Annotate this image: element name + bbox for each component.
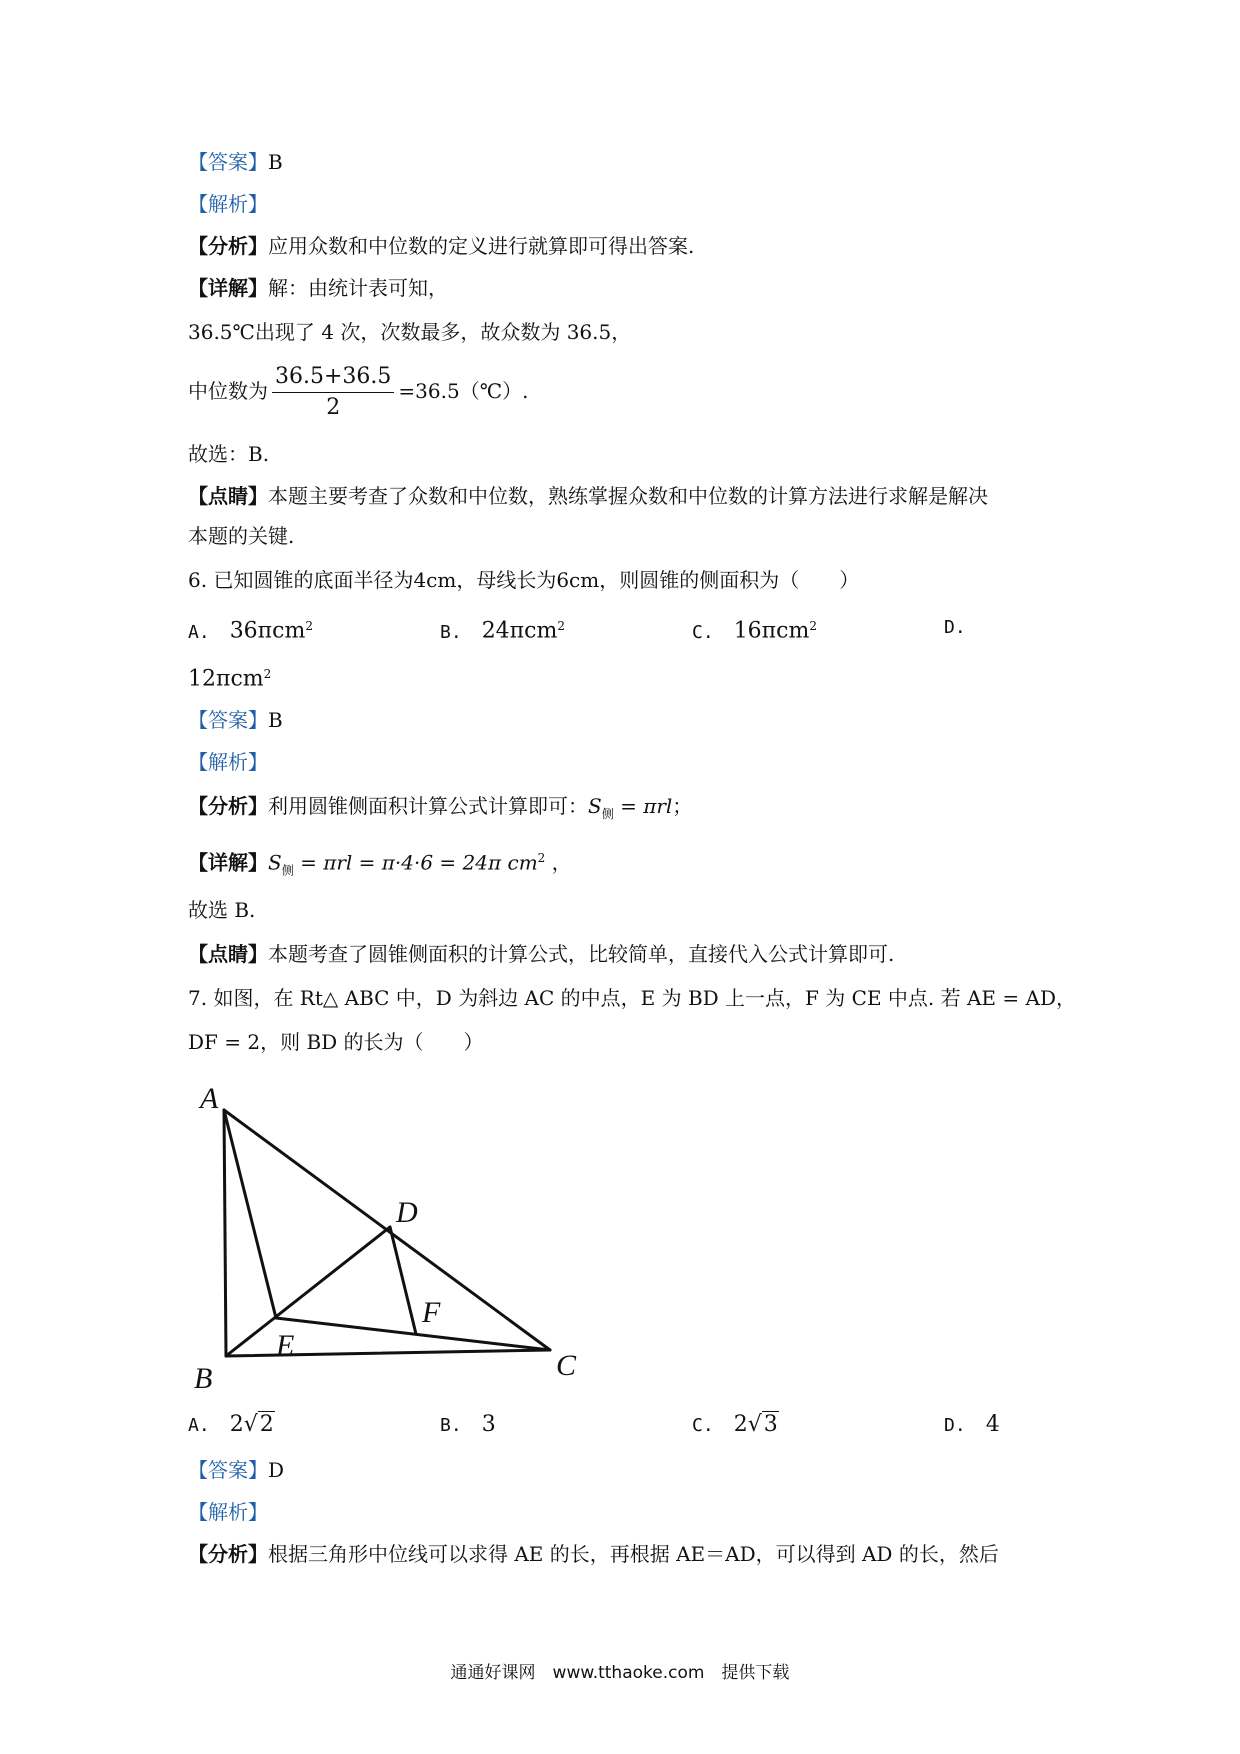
segment-ab	[224, 1110, 226, 1356]
fenxi-tag: 【分析】	[188, 234, 268, 258]
q5-xiangjie-text: 解：由统计表可知，	[268, 276, 448, 300]
segment-bd	[226, 1227, 390, 1356]
option-radicand: 2	[259, 1412, 274, 1437]
option-value: 16πcm	[733, 618, 810, 644]
q5-answer: B	[268, 150, 283, 174]
q6-option-c	[692, 612, 817, 647]
segment-bc	[226, 1350, 550, 1356]
option-sup: 2	[263, 667, 272, 681]
option-value: 36πcm	[229, 618, 306, 644]
q5-guxuan-text: 故选：B.	[188, 442, 270, 466]
formula-s: S	[268, 850, 282, 875]
q5-guxuan-line	[188, 440, 269, 468]
label-e: E	[276, 1329, 295, 1362]
fraction-denominator: 2	[326, 395, 341, 420]
option-letter: A.	[188, 1415, 210, 1436]
q7-stem-1	[188, 984, 1076, 1012]
q7-fenxi-text: 根据三角形中位线可以求得 AE 的长，再根据 AE＝AD，可以得到 AD 的长，然后	[268, 1542, 999, 1566]
option-sup: 2	[305, 619, 313, 633]
option-letter: D.	[944, 1415, 966, 1436]
formula-body: = πrl = π·4·6 = 24π	[293, 850, 508, 875]
sqrt-sign: √	[243, 1412, 258, 1437]
q5-fenxi-text: 应用众数和中位数的定义进行就算即可得出答案.	[268, 234, 695, 258]
option-letter: C.	[692, 1415, 714, 1436]
option-coef: 2	[229, 1412, 244, 1437]
q6-dianjing-text: 本题考查了圆锥侧面积的计算公式，比较简单，直接代入公式计算即可.	[268, 942, 895, 966]
option-radicand: 3	[763, 1412, 778, 1437]
label-c: C	[556, 1349, 577, 1382]
label-f: F	[422, 1296, 441, 1329]
option-letter: B.	[440, 1415, 462, 1436]
q6-dianjing-line	[188, 940, 894, 968]
q5-median-line	[188, 362, 528, 423]
q5-analysis-line	[188, 190, 268, 218]
option-letter: B.	[440, 621, 462, 643]
q6-answer: B	[268, 708, 283, 732]
q6-option-d-value	[188, 660, 271, 694]
fenxi-tag: 【分析】	[188, 794, 268, 818]
option-value: 12πcm	[188, 666, 264, 692]
q7-stem-text-1: 7. 如图，在 Rt△ ABC 中，D 为斜边 AC 的中点，E 为 BD 上一点，F 为 CE 中点. 若 AE = AD，	[188, 986, 1076, 1010]
median-fraction	[272, 362, 394, 423]
q7-answer: D	[268, 1458, 285, 1482]
q7-stem-text-2: DF = 2，则 BD 的长为（ ）	[188, 1030, 484, 1054]
q7-fenxi-line	[188, 1540, 999, 1568]
analysis-tag: 【解析】	[188, 750, 268, 774]
sqrt-sign: √	[747, 1412, 762, 1437]
option-letter: D.	[944, 617, 966, 638]
option-letter: A.	[188, 621, 210, 643]
q7-option-d	[944, 1410, 1000, 1440]
q5-mode-text: 36.5℃出现了 4 次，次数最多，故众数为 36.5，	[188, 320, 632, 344]
analysis-tag: 【解析】	[188, 1500, 268, 1524]
formula-end: ；	[672, 794, 693, 818]
option-value: 3	[481, 1412, 496, 1437]
formula-unit-sup: 2	[537, 851, 546, 865]
answer-tag: 【答案】	[188, 150, 268, 174]
q5-answer-line	[188, 148, 283, 176]
option-sup: 2	[557, 619, 565, 633]
q6-xiangjie-line	[188, 844, 572, 885]
q6-guxuan-line	[188, 896, 255, 924]
analysis-tag: 【解析】	[188, 192, 268, 216]
label-d: D	[396, 1196, 418, 1229]
formula-unit: cm	[507, 850, 538, 875]
option-sup: 2	[809, 619, 817, 633]
q5-dianjing-text-2: 本题的关键.	[188, 524, 295, 548]
q6-stem	[188, 566, 859, 594]
option-value: 4	[985, 1412, 1000, 1437]
q5-mode-line	[188, 318, 631, 346]
q5-fenxi-line	[188, 232, 694, 260]
formula-sub: 侧	[601, 807, 614, 821]
q7-option-c	[692, 1410, 779, 1440]
q5-dianjing-line	[188, 482, 988, 510]
q7-stem-2	[188, 1028, 484, 1056]
q7-answer-line	[188, 1456, 284, 1484]
formula-sub: 侧	[281, 863, 294, 878]
q5-dianjing-text-1: 本题主要考查了众数和中位数，熟练掌握众数和中位数的计算方法进行求解是解决	[268, 484, 988, 508]
q6-answer-line	[188, 706, 283, 734]
q6-fenxi-text: 利用圆锥侧面积计算公式计算即可：	[268, 794, 588, 818]
q6-stem-text: 6. 已知圆锥的底面半径为4cm，母线长为6cm，则圆锥的侧面积为（ ）	[188, 568, 860, 592]
formula-end: ，	[545, 850, 572, 875]
q5-median-suffix: =36.5（℃）.	[398, 379, 529, 403]
footer-text: 通通好课网 www.tthaoke.com 提供下载	[450, 1663, 790, 1683]
answer-tag: 【答案】	[188, 708, 268, 732]
dianjing-tag: 【点睛】	[188, 484, 268, 508]
option-letter: C.	[692, 621, 714, 643]
option-value: 24πcm	[481, 618, 558, 644]
formula-s: S	[588, 794, 602, 818]
q6-option-d-letter	[944, 612, 986, 642]
fraction-numerator: 36.5+36.5	[272, 362, 394, 393]
q6-analysis-line	[188, 748, 268, 776]
label-a: A	[200, 1082, 219, 1115]
q7-option-a	[188, 1410, 275, 1440]
fenxi-tag: 【分析】	[188, 1542, 268, 1566]
q5-median-prefix: 中位数为	[188, 379, 268, 403]
q6-option-b	[440, 612, 565, 647]
dianjing-tag: 【点睛】	[188, 942, 268, 966]
q7-option-b	[440, 1410, 496, 1440]
label-b: B	[194, 1362, 213, 1395]
q6-guxuan-text: 故选 B.	[188, 898, 256, 922]
formula-rhs: = πrl	[613, 794, 673, 818]
q5-xiangjie-line	[188, 274, 448, 302]
triangle-figure	[188, 1070, 588, 1400]
xiangjie-tag: 【详解】	[188, 850, 268, 875]
q6-option-a	[188, 612, 313, 647]
answer-tag: 【答案】	[188, 1458, 268, 1482]
option-coef: 2	[733, 1412, 748, 1437]
q7-analysis-line	[188, 1498, 268, 1526]
q6-fenxi-line	[188, 792, 692, 828]
q5-dianjing-line-2	[188, 522, 294, 550]
xiangjie-tag: 【详解】	[188, 276, 268, 300]
